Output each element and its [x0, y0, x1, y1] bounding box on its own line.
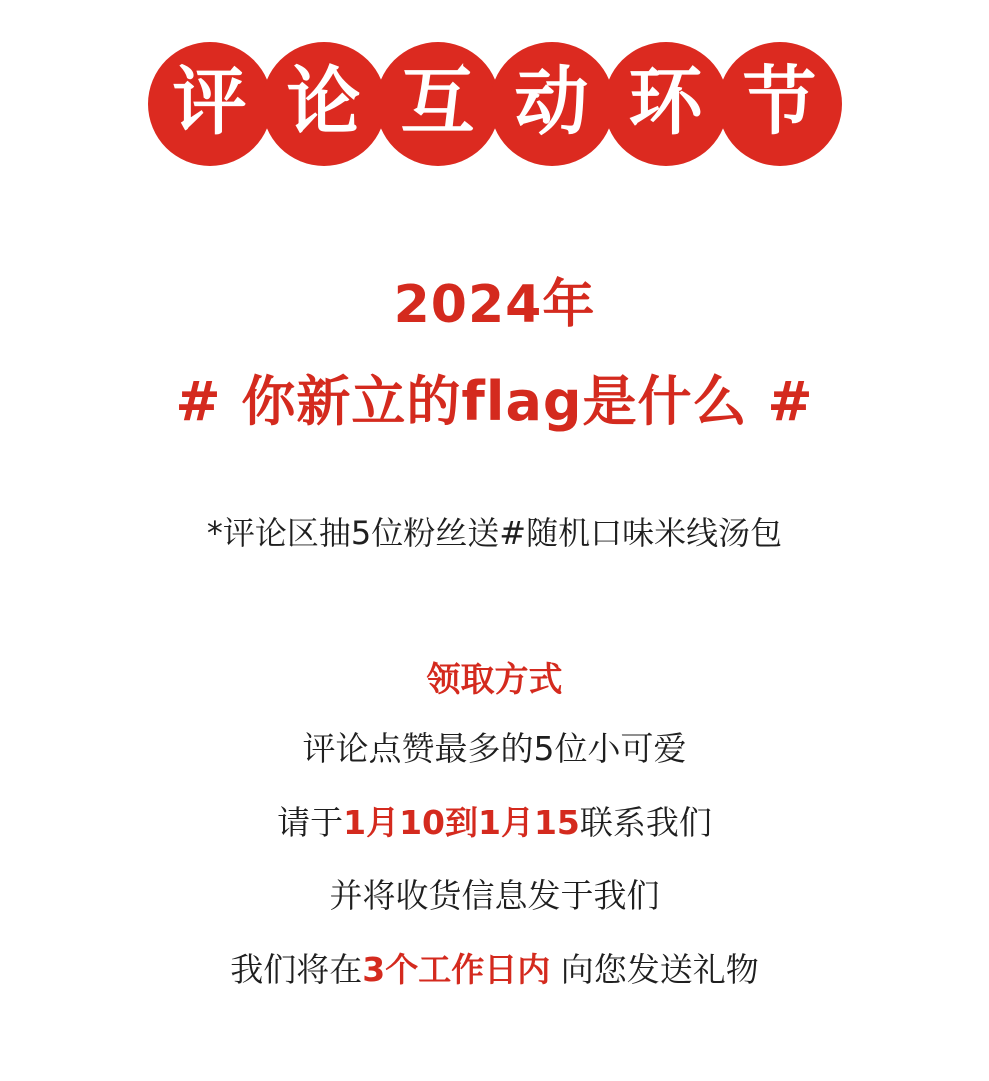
badge-circle [262, 42, 386, 166]
claim-highlight: 3个工作日内 [362, 949, 551, 989]
claim-text: 并将收货信息发于我们 [329, 876, 660, 916]
giveaway-note: *评论区抽5位粉丝送#随机口味米线汤包 [206, 514, 783, 552]
claim-text: 向您发送礼物 [550, 949, 759, 989]
badge-circle [376, 42, 500, 166]
badge-circle [718, 42, 842, 166]
title-block [175, 262, 813, 436]
badge-circle [490, 42, 614, 166]
claim-method-lines [230, 729, 758, 989]
badge-circle [148, 42, 272, 166]
claim-line-2 [230, 803, 758, 843]
claim-text: 请于 [277, 802, 344, 842]
badge-char-label: 评 [172, 59, 247, 145]
header-badge [148, 42, 842, 166]
claim-line-3 [230, 876, 758, 916]
badge-char-label: 动 [514, 59, 589, 145]
title-year: 2024年 [393, 275, 596, 335]
claim-method-heading: 领取方式 [426, 660, 563, 700]
claim-text: 我们将在 [230, 949, 363, 989]
badge-circle [604, 42, 728, 166]
claim-line-4 [230, 950, 758, 990]
title-topic: # 你新立的flag是什么 # [175, 370, 814, 433]
claim-highlight: 1月10到1月15 [343, 802, 580, 842]
badge-char-label: 互 [400, 59, 475, 145]
claim-line-1 [230, 729, 758, 769]
badge-char-label: 论 [286, 59, 361, 145]
claim-text: 联系我们 [579, 802, 712, 842]
badge-char-label: 节 [742, 59, 817, 145]
claim-text: 评论点赞最多的5位小可爱 [302, 729, 687, 768]
badge-char-label: 环 [628, 59, 703, 145]
